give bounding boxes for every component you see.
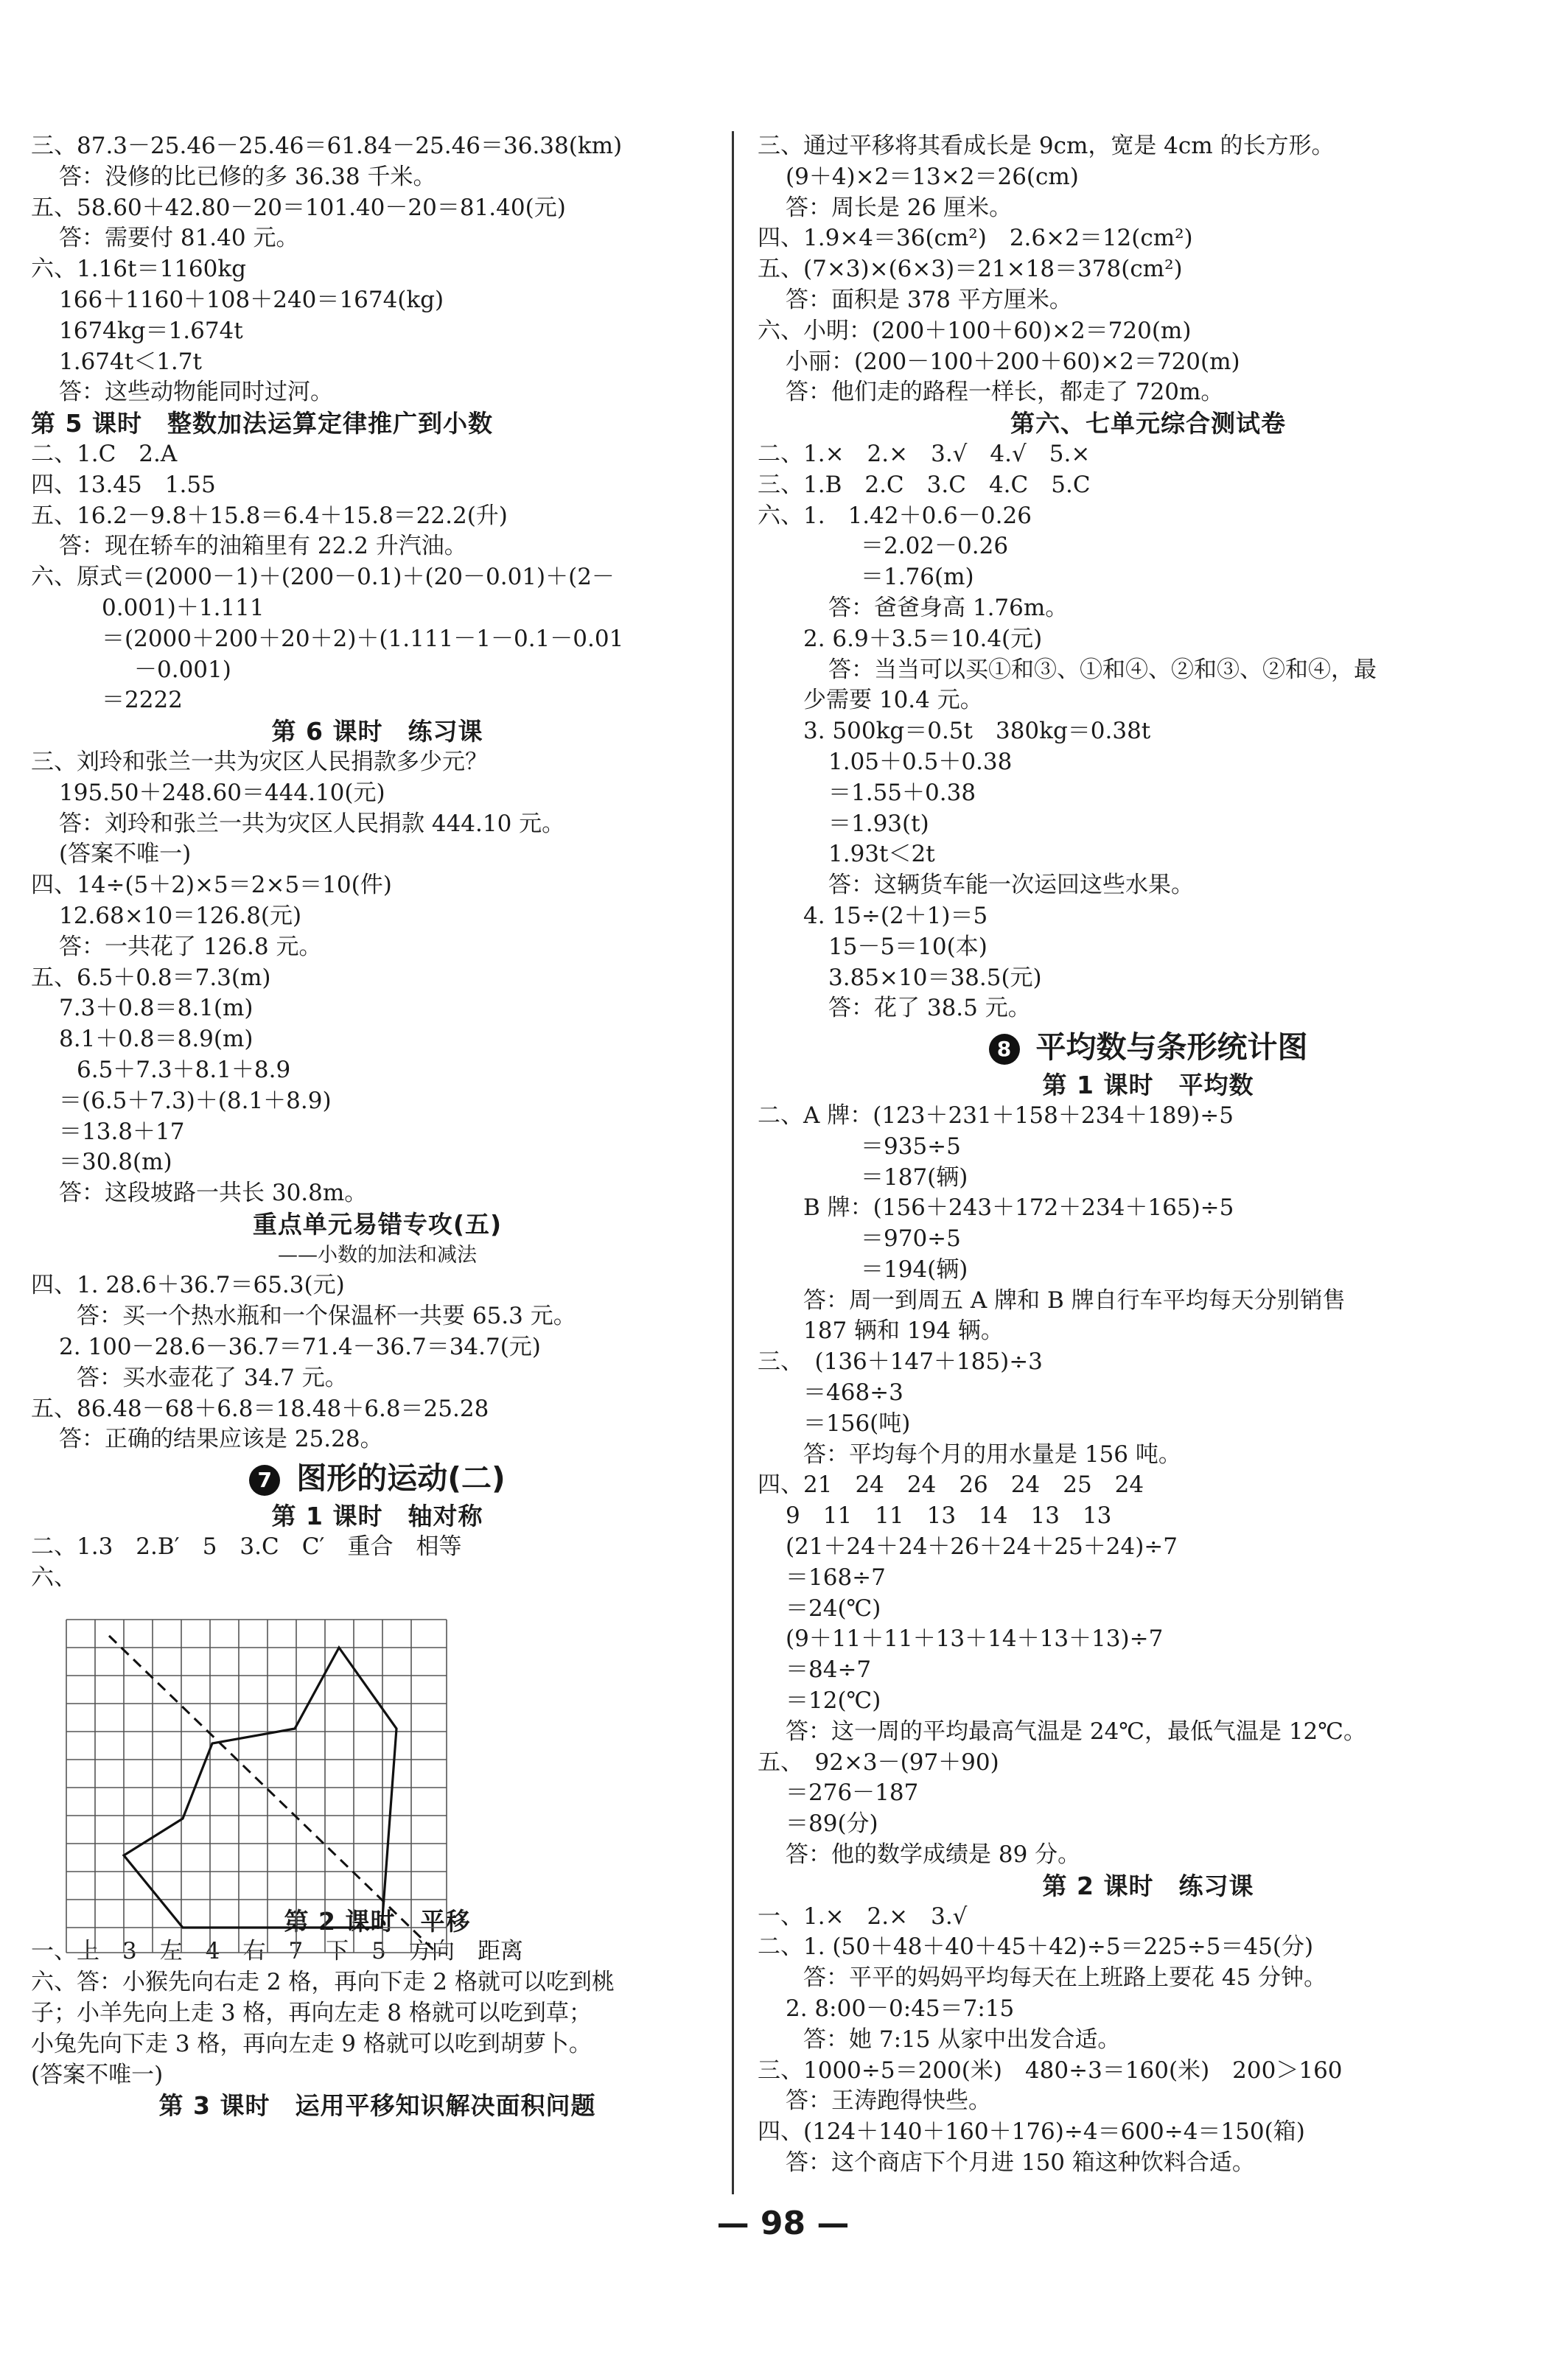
answer-line: ＝30.8(m) [59,1149,172,1176]
answer-line: 三、87.3－25.46－25.46＝61.84－25.46＝36.38(km) [31,133,623,159]
answer-line: 二、1.C 2.A [31,440,178,467]
answer-line: 答：当当可以买①和③、①和④、②和③、②和④，最 [828,656,1377,683]
answer-line: B 牌：(156＋243＋172＋234＋165)÷5 [803,1194,1234,1222]
grid-svg [65,1618,448,1954]
answer-line: 六、1. 1.42＋0.6－0.26 [758,502,1032,529]
answer-line: 一、1.× 2.× 3.√ [758,1903,968,1930]
answer-line: (答案不唯一) [31,2061,164,2088]
answer-line: 答：这个商店下个月进 150 箱这种饮料合适。 [786,2149,1255,2176]
answer-line: 6.5＋7.3＋8.1＋8.9 [77,1056,291,1083]
section-heading: 第 3 课时 运用平移知识解决面积问题 [158,2091,596,2121]
answer-line: 四、14÷(5＋2)×5＝2×5＝10(件) [31,872,392,899]
page-number: — 98 — [716,2205,850,2242]
answer-line: 四、1. 28.6＋36.7＝65.3(元) [31,1272,345,1299]
answer-line: 答：这些动物能同时过河。 [59,379,333,406]
answer-line: 答：没修的比已修的多 36.38 千米。 [59,163,436,190]
answer-line: 答：面积是 378 平方厘米。 [786,286,1072,313]
answer-line: 195.50＋248.60＝444.10(元) [59,779,385,806]
answer-line: 五、16.2－9.8＋15.8＝6.4＋15.8＝22.2(升) [31,502,508,529]
answer-line: ＝2.02－0.26 [861,533,1009,560]
answer-line: 答：现在轿车的油箱里有 22.2 升汽油。 [59,533,467,560]
answer-line: 六、小明：(200＋100＋60)×2＝720(m) [758,317,1192,344]
answer-line: 答：这辆货车能一次运回这些水果。 [828,872,1194,899]
answer-line: 1.674t＜1.7t [59,348,202,375]
answer-line: 四、13.45 1.55 [31,471,216,498]
answer-line: 答：爸爸身高 1.76m。 [828,594,1069,621]
answer-line: 187 辆和 194 辆。 [803,1317,1004,1345]
answer-line: 四、21 24 24 26 24 25 24 [758,1471,1144,1499]
answer-line: 四、(124＋140＋160＋176)÷4＝600÷4＝150(箱) [758,2118,1305,2146]
answer-line: (答案不唯一) [59,841,192,868]
answer-line: 二、A 牌：(123＋231＋158＋234＋189)÷5 [758,1102,1234,1129]
answer-line: 答：她 7:15 从家中出发合适。 [803,2026,1121,2053]
answer-line: 答：周一到周五 A 牌和 B 牌自行车平均每天分别销售 [803,1287,1346,1314]
unit-title: 图形的运动(二) [296,1460,506,1497]
answer-line: 166＋1160＋108＋240＝1674(kg) [59,286,444,313]
answer-line: ＝1.76(m) [861,564,974,591]
column-divider [732,131,734,2194]
section-heading: 第 5 课时 整数加法运算定律推广到小数 [31,409,493,438]
section-heading: 第 2 课时 练习课 [1042,1871,1254,1900]
answer-line: ＝1.93(t) [828,810,929,837]
grid-lines [66,1620,447,1953]
answer-line: ＝13.8＋17 [59,1118,185,1145]
answer-line: 4. 15÷(2＋1)＝5 [803,902,988,929]
answer-line: 答：买一个热水瓶和一个保温杯一共要 65.3 元。 [77,1303,576,1330]
answer-line: 答：花了 38.5 元。 [828,995,1031,1022]
answer-line: 8.1＋0.8＝8.9(m) [59,1026,254,1053]
unit-title: 平均数与条形统计图 [1035,1029,1308,1065]
answer-line: 二、1.× 2.× 3.√ 4.√ 5.× [758,440,1091,467]
answer-line: 0.001)＋1.111 [102,594,265,621]
answer-line: ＝89(分) [786,1810,878,1838]
answer-line: ＝168÷7 [786,1564,886,1591]
section-heading: 第六、七单元综合测试卷 [1010,409,1286,438]
answer-line: 少需要 10.4 元。 [803,687,983,714]
unit-number-badge: 8 [989,1034,1020,1065]
answer-line: 三、刘玲和张兰一共为灾区人民捐款多少元？ [31,748,488,775]
answer-line: 三、1.B 2.C 3.C 4.C 5.C [758,471,1091,498]
answer-line: 12.68×10＝126.8(元) [59,902,302,929]
answer-line: ＝24(℃) [786,1595,881,1622]
answer-line: 三、1000÷5＝200(米) 480÷3＝160(米) 200＞160 [758,2057,1343,2084]
answer-line: 答：一共花了 126.8 元。 [59,933,322,960]
answer-line: 答：他的数学成绩是 89 分。 [786,1841,1081,1869]
answer-line: 子；小羊先向上走 3 格，再向左走 8 格就可以吃到草； [31,2000,592,2027]
answer-line: ＝156(吨) [803,1410,911,1437]
answer-line: 五、86.48－68＋6.8＝18.48＋6.8＝25.28 [31,1395,489,1422]
unit-number-badge: 7 [249,1465,280,1496]
section-heading: 第 2 课时 平移 [284,1906,471,1936]
answer-line: ＝(6.5＋7.3)＋(8.1＋8.9) [59,1087,332,1114]
section-heading: 第 1 课时 平均数 [1042,1071,1254,1100]
answer-line: 3. 500kg＝0.5t 380kg＝0.38t [803,718,1151,745]
answer-line: 二、1. (50＋48＋40＋45＋42)÷5＝225÷5＝45(分) [758,1933,1314,1961]
answer-line: (9＋4)×2＝13×2＝26(cm) [786,163,1079,190]
answer-line: 1674kg＝1.674t [59,317,243,344]
section-heading: 第 6 课时 练习课 [271,717,483,746]
answer-line: 六、1.16t＝1160kg [31,256,247,283]
answer-line: 三、通过平移将其看成长是 9cm，宽是 4cm 的长方形。 [758,133,1335,159]
answer-line: 小丽：(200－100＋200＋60)×2＝720(m) [786,348,1240,375]
answer-line: 六、 [31,1564,77,1591]
answer-line: 答：平均每个月的用水量是 156 吨。 [803,1441,1181,1468]
answer-line: 3.85×10＝38.5(元) [828,964,1042,991]
answer-line: 2. 6.9＋3.5＝10.4(元) [803,625,1043,652]
answer-line: ＝468÷3 [803,1379,903,1407]
answer-line: ＝2222 [102,687,183,714]
answer-line: ＝935÷5 [861,1133,961,1160]
answer-line: 1.93t＜2t [828,841,935,868]
answer-line: －0.001) [134,656,231,683]
answer-line: (9＋11＋11＋13＋14＋13＋13)÷7 [786,1625,1164,1653]
answer-line: 答：他们走的路程一样长，都走了 720m。 [786,379,1224,406]
answer-line: 小兔先向下走 3 格，再向左走 9 格就可以吃到胡萝卜。 [31,2030,592,2057]
answer-line: 答：刘玲和张兰一共为灾区人民捐款 444.10 元。 [59,810,565,837]
symmetry-grid-figure [65,1618,448,1954]
answer-line: 答：这段坡路一共长 30.8m。 [59,1180,368,1207]
answer-line: 答：周长是 26 厘米。 [786,194,1013,221]
answer-line: 答：需要付 81.40 元。 [59,225,299,252]
unit-8-heading [758,1024,1539,1070]
answer-line: 六、原式＝(2000－1)＋(200－0.1)＋(20－0.01)＋(2－ [31,564,615,591]
unit-7-heading [31,1455,724,1501]
answer-line: 答：平平的妈妈平均每天在上班路上要花 45 分钟。 [803,1964,1327,1992]
answer-line: 五、58.60＋42.80－20＝101.40－20＝81.40(元) [31,194,566,221]
answer-line: ＝970÷5 [861,1225,961,1253]
answer-line: 答：王涛跑得快些。 [786,2087,991,2115]
answer-line: 15－5＝10(本) [828,933,988,960]
answer-line: 答：买水壶花了 34.7 元。 [77,1364,348,1391]
answer-line: 五、(7×3)×(6×3)＝21×18＝378(cm²) [758,256,1183,283]
answer-line: ＝194(辆) [861,1256,968,1283]
section-heading: 重点单元易错专攻(五) [252,1209,503,1239]
answer-line: 1.05＋0.5＋0.38 [828,748,1013,775]
answer-line: 五、 92×3－(97＋90) [758,1749,999,1776]
answer-line: 五、6.5＋0.8＝7.3(m) [31,964,271,991]
answer-line: 2. 8:00－0:45＝7:15 [786,1995,1015,2023]
answer-line: 7.3＋0.8＝8.1(m) [59,995,254,1022]
answer-line: ＝(2000＋200＋20＋2)＋(1.111－1－0.1－0.01 [102,625,624,652]
section-subtitle: ——小数的加法和减法 [278,1243,477,1267]
answer-line: ＝276－187 [786,1779,919,1807]
answer-line: 四、1.9×4＝36(cm²) 2.6×2＝12(cm²) [758,225,1193,252]
answer-line: ＝12(℃) [786,1687,881,1715]
right-column [758,131,1539,2179]
answer-line: 9 11 11 13 14 13 13 [786,1502,1112,1530]
answer-line: 三、 (136＋147＋185)÷3 [758,1348,1043,1376]
answer-line: 六、答：小猴先向右走 2 格，再向下走 2 格就可以吃到桃 [31,1969,615,1996]
answer-line: ＝187(辆) [861,1163,968,1191]
answer-line: 二、1.3 2.B′ 5 3.C C′ 重合 相等 [31,1533,462,1561]
answer-line: 一、上 3 左 4 右 7 下 5 方向 距离 [31,1938,523,1965]
answer-line: 答：正确的结果应该是 25.28。 [59,1426,383,1453]
answer-line: 2. 100－28.6－36.7＝71.4－36.7＝34.7(元) [59,1334,541,1361]
answer-line: (21＋24＋24＋26＋24＋25＋24)÷7 [786,1533,1178,1561]
answer-line: ＝1.55＋0.38 [828,779,976,806]
answer-line: 答：这一周的平均最高气温是 24℃，最低气温是 12℃。 [786,1718,1366,1745]
section-heading: 第 1 课时 轴对称 [271,1502,483,1531]
answer-line: ＝84÷7 [786,1656,872,1684]
